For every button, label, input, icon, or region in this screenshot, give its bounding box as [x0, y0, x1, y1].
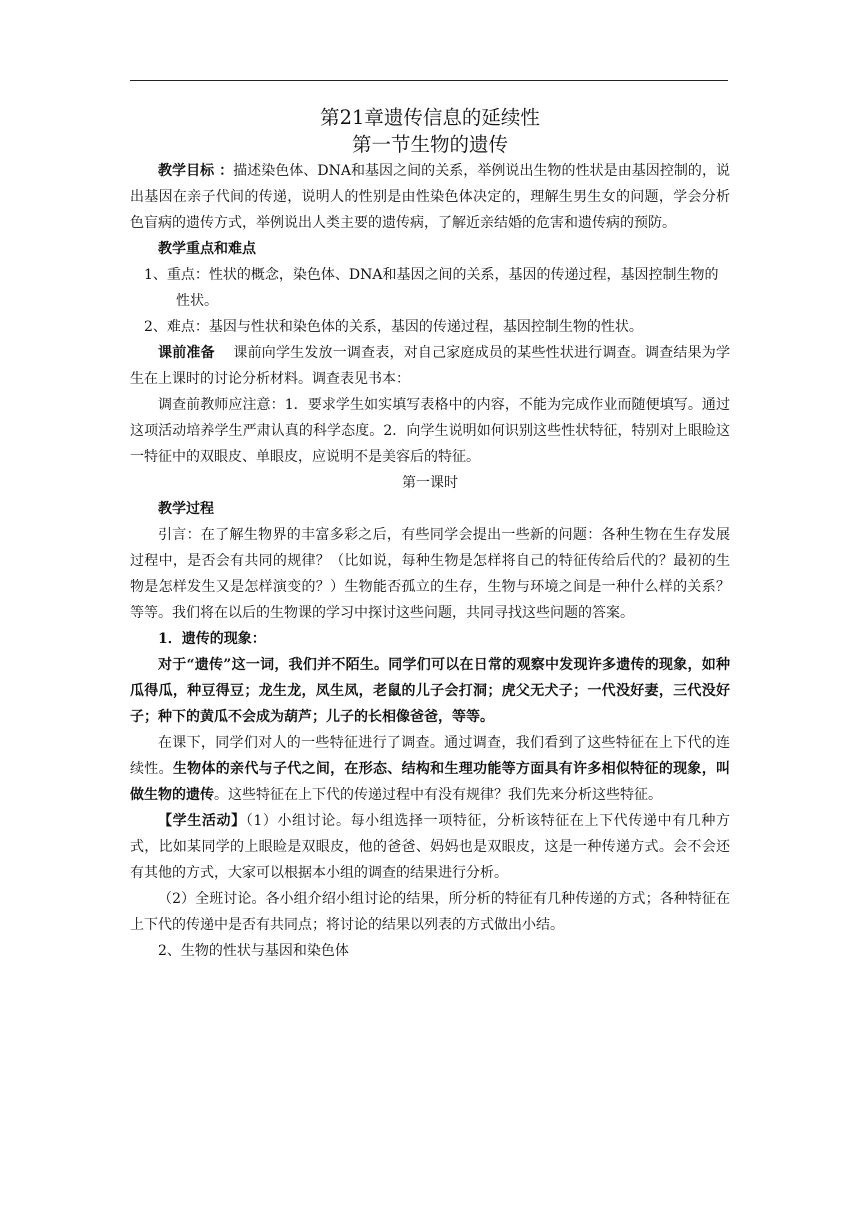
activity-label: 【学生活动】: [158, 813, 246, 829]
goal-paragraph: [130, 158, 730, 236]
keypoint-text: 重点：性状的概念，染色体、DNA和基因之间的关系，基因的传递过程，基因控制生物的性状。: [166, 267, 719, 309]
section2-heading: 2、生物的性状与基因和染色体: [158, 943, 349, 959]
goal-label: 教学目标 ：: [158, 163, 234, 179]
keypoint-item: [130, 314, 730, 340]
section-title: 第一节生物的遗传: [351, 133, 508, 156]
section1-heading: 1．遗传的现象：: [158, 631, 266, 647]
prep-label: 课前准备: [158, 345, 215, 361]
paragraph-text: 在课下，同学们对人的一些特征进行了调查。通过调查，我们看到了这些特征在上下代的连续性。: [130, 735, 730, 777]
keypoints-heading: 教学重点和难点: [158, 241, 256, 257]
intro-paragraph: 引言：在了解生物界的丰富多彩之后，有些同学会提出一些新的问题：各种生物在生存发展过程中，是否会有共同的规律？（比如说，每种生物是怎样将自己的特征传给后代的？最初的生物是怎样发生又是怎样演变的？）生物能否孤立的生存，生物与环境之间是一种什么样的关系？等等。我们将在以后的生物课的学习中探讨这些问题，共同寻找这些问题的答案。: [130, 527, 730, 621]
prep-paragraph: [130, 340, 730, 392]
activity-paragraph: [130, 808, 730, 886]
paragraph-text: 。这些特征在上下代的传递过程中有没有规律？我们先来分析这些特征。: [214, 787, 662, 803]
heredity-examples: 对于“遗传”这一词，我们并不陌生。同学们可以在日常的观察中发现许多遗传的现象，如种瓜得瓜，种豆得豆；龙生龙，凤生凤，老鼠的儿子会打洞；虎父无犬子；一代没好妻，三代没好子；种下的黄瓜不会成为葫芦；儿子的长相像爸爸，等等。: [130, 657, 730, 725]
chapter-title: 第21章遗传信息的延续性: [320, 106, 540, 129]
lesson-label: 第一课时: [402, 475, 458, 491]
header-rule: [130, 80, 728, 81]
process-heading: 教学过程: [158, 501, 214, 517]
activity-text: （1）小组讨论。每小组选择一项特征，分析该特征在上下代传递中有几种方式，比如某同学的上眼睑是双眼皮，他的爸爸、妈妈也是双眼皮，这是一种传递方式。会不会还有其他的方式，大家可以根据本小组的调查的结果进行分析。: [130, 813, 731, 881]
heredity-definition-paragraph: [130, 730, 730, 808]
keypoint-item: [130, 262, 730, 314]
keypoint-text: 难点：基因与性状和染色体的关系，基因的传递过程，基因控制生物的性状。: [166, 319, 643, 335]
heredity-definition: 生物体的亲代与子代之间，在形态、结构和生理功能等方面具有许多相似特征的现象，叫做生物的遗传: [130, 761, 731, 803]
prep-text: 课前向学生发放一调查表，对自己家庭成员的某些性状进行调查。调查结果为学生在上课时的讨论分析材料。调查表见书本：: [130, 345, 731, 387]
keypoint-number: 1、: [144, 267, 167, 283]
keypoint-number: 2、: [144, 319, 167, 335]
prep-note: 调查前教师应注意：1．要求学生如实填写表格中的内容，不能为完成作业而随便填写。通过这项活动培养学生严肃认真的科学态度。2．向学生说明如何识别这些性状特征，特别对上眼睑这一特征中的双眼皮、单眼皮，应说明不是美容后的特征。: [130, 397, 730, 465]
document-body: [130, 104, 730, 964]
goal-text: 描述染色体、DNA和基因之间的关系，举例说出生物的性状是由基因控制的，说出基因在亲子代间的传递，说明人的性别是由性染色体决定的，理解生男生女的问题，学会分析色盲病的遗传方式，举例说出人类主要的遗传病，了解近亲结婚的危害和遗传病的预防。: [130, 163, 730, 231]
activity-discussion: （2）全班讨论。各小组介绍小组讨论的结果，所分析的特征有几种传递的方式；各种特征在上下代的传递中是否有共同点；将讨论的结果以列表的方式做出小结。: [130, 891, 730, 933]
